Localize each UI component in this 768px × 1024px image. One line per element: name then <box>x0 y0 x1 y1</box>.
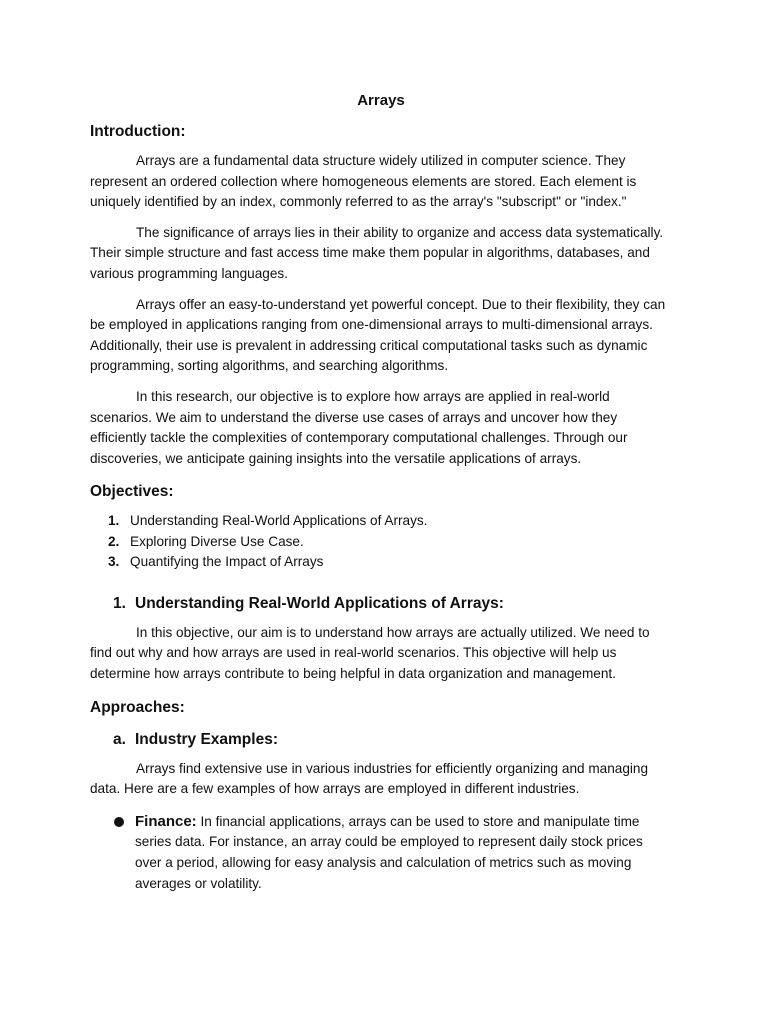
list-item-text: Exploring Diverse Use Case. <box>130 533 304 549</box>
list-item-text: Understanding Real-World Applications of Arrays. <box>130 513 428 529</box>
subsection-a-title: Industry Examples: <box>135 730 278 748</box>
section-1-number: 1. <box>113 594 126 612</box>
subsection-a-letter: a. <box>113 730 126 748</box>
list-item-number: 2. <box>108 533 120 549</box>
list-item-number: 3. <box>108 554 120 570</box>
finance-bullet-body <box>135 812 672 894</box>
section-1-paragraph: In this objective, our aim is to understand how arrays are actually utilized. We need to find out why and how arrays are used in real-world scenarios. This objective will help us determine how arrays contribute to being helpful in data organization and management. <box>90 624 650 681</box>
list-item-text: Quantifying the Impact of Arrays <box>130 554 324 570</box>
document-page <box>90 92 672 894</box>
subsection-a-paragraph: Arrays find extensive use in various industries for efficiently organizing and managing data. Here are a few examples of how arrays are employed in different industries. <box>90 760 649 797</box>
introduction-heading: Introduction: <box>90 123 186 140</box>
finance-text: In financial applications, arrays can be used to store and manipulate time series data. For instance, an array could be employed to represent daily stock prices over a period, allowing for easy analysis and calculation of metrics such as moving averages or volatility. <box>135 813 643 891</box>
subsection-a-heading <box>90 731 672 749</box>
intro-paragraph-3: Arrays offer an easy-to-understand yet powerful concept. Due to their flexibility, they can be employed in applications ranging from one-dimensional arrays to multi-dimensional arrays. Additionally, their use is prevalent in addressing critical computational tasks such as dynamic programming, sorting algorithms, and searching algorithms. <box>90 296 666 374</box>
intro-paragraph-4: In this research, our objective is to explore how arrays are applied in real-world scenarios. We aim to understand the diverse use cases of arrays and uncover how they efficiently tackle the complexities of contemporary computational challenges. Through our discoveries, we anticipate gaining insights into the versatile applications of arrays. <box>90 388 628 466</box>
list-item <box>90 552 672 573</box>
list-item <box>90 532 672 553</box>
objectives-heading: Objectives: <box>90 483 174 501</box>
list-item <box>90 511 672 532</box>
objectives-list <box>90 511 672 573</box>
intro-paragraph-1: Arrays are a fundamental data structure widely utilized in computer science. They represent an ordered collection where homogeneous elements are stored. Each element is uniquely identified by an index, commonly referred to as the array's "subscript" or "index." <box>90 153 637 210</box>
intro-paragraph-2: The significance of arrays lies in their ability to organize and access data systematically. Their simple structure and fast access time make them popular in algorithms, databases, and various programming languages. <box>90 224 664 281</box>
approaches-heading: Approaches: <box>90 698 185 716</box>
list-item-number: 1. <box>108 513 120 529</box>
finance-bullet <box>90 812 672 894</box>
finance-term: Finance: <box>135 812 197 830</box>
section-1-heading <box>90 595 672 613</box>
document-title: Arrays <box>357 92 405 109</box>
bullet-dot-icon <box>114 817 124 827</box>
section-1-title: Understanding Real-World Applications of Arrays: <box>135 594 504 612</box>
